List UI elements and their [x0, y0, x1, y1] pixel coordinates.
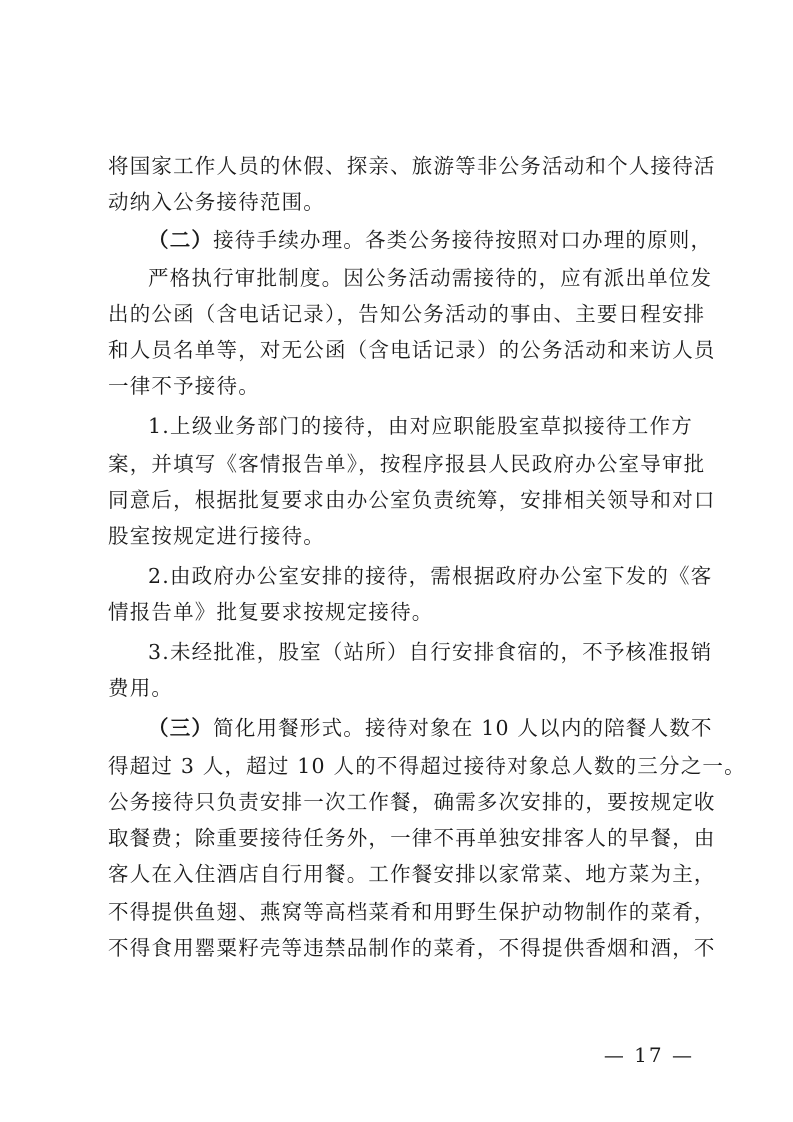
text-line: 出的公函（含电话记录），告知公务活动的事由、主要日程安排: [108, 302, 706, 326]
text-line: 公务接待只负责安排一次工作餐，确需多次安排的，要按规定收: [108, 790, 716, 814]
text-line: 不得食用罂粟籽壳等违禁品制作的菜肴，不得提供香烟和酒，不: [108, 936, 716, 960]
page-number: — 17 —: [603, 1043, 694, 1067]
text-line: 不得提供鱼翅、燕窝等高档菜肴和用野生保护动物制作的菜肴，: [108, 900, 716, 924]
text-line: 案，并填写《客情报告单》，按程序报县人民政府办公室导审批: [108, 452, 706, 476]
text-line: 取餐费；除重要接待任务外，一律不再单独安排客人的早餐，由: [108, 826, 716, 850]
section-number: （三）: [148, 716, 214, 740]
list-item-3: 3.未经批准，股室（站所）自行安排食宿的，不予核准报销: [148, 640, 713, 664]
list-item-2: 2.由政府办公室安排的接待，需根据政府办公室下发的《客: [148, 564, 713, 588]
text-line: 将国家工作人员的休假、探亲、旅游等非公务活动和个人接待活: [108, 154, 716, 178]
text-line: 情报告单》批复要求按规定接待。: [108, 600, 434, 624]
text-line: 客人在入住酒店自行用餐。工作餐安排以家常菜、地方菜为主，: [108, 862, 716, 886]
section-heading-2: （二）接待手续办理。各类公务接待按照对口办理的原则，: [148, 228, 713, 252]
section-heading-3: （三）简化用餐形式。接待对象在 10 人以内的陪餐人数不: [148, 716, 713, 740]
text-line: 和人员名单等，对无公函（含电话记录）的公务活动和来访人员: [108, 338, 716, 362]
text-line: 一律不予接待。: [108, 374, 260, 398]
text-line: 严格执行审批制度。因公务活动需接待的，应有派出单位发: [148, 266, 713, 290]
section-number: （二）: [148, 228, 214, 252]
text-line: 同意后，根据批复要求由办公室负责统筹，安排相关领导和对口: [108, 488, 716, 512]
text-line: 动纳入公务接待范围。: [108, 190, 325, 214]
text-line: 得超过 3 人，超过 10 人的不得超过接待对象总人数的三分之一。: [108, 754, 746, 778]
text-line: 费用。: [108, 676, 174, 700]
text-line: 股室按规定进行接待。: [108, 524, 325, 548]
list-item-1: 1.上级业务部门的接待，由对应职能股室草拟接待工作方: [148, 414, 693, 438]
